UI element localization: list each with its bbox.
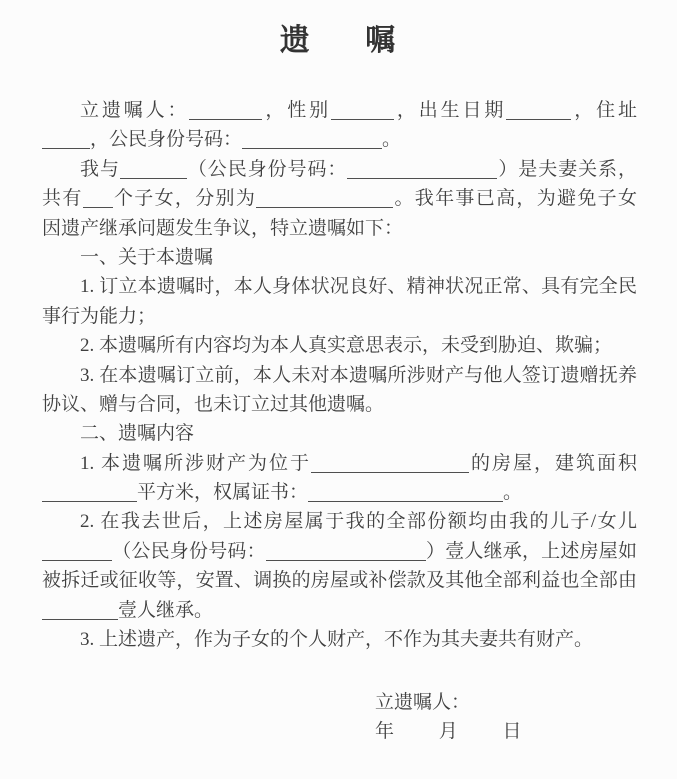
text-segment: 立遗嘱人：	[80, 100, 190, 121]
blank-field	[311, 458, 469, 473]
text-segment: 。我年事已高，为避免子女	[393, 188, 637, 210]
text-segment: 3. 上述遗产，作为子女的个人财产，不作为其夫妻共有财产。	[80, 629, 594, 651]
blank-field	[256, 193, 393, 208]
text-segment: 壹人继承。	[118, 599, 214, 621]
text-segment: 一、关于本遗嘱	[80, 246, 214, 268]
document-body	[42, 96, 637, 654]
text-segment: 事行为能力；	[42, 305, 157, 327]
document-line	[42, 478, 637, 507]
text-segment: 2. 本遗嘱所有内容均为本人真实意思表示，未受到胁迫、欺骗；	[80, 335, 613, 357]
text-segment: ）是夫妻关系，	[497, 158, 637, 180]
document-line	[42, 596, 637, 625]
document-line	[42, 625, 637, 654]
text-segment: ，性别	[262, 100, 331, 121]
document-line	[42, 184, 637, 213]
document-title: 遗 嘱	[279, 24, 398, 57]
text-segment: 二、遗嘱内容	[80, 423, 195, 445]
testator-signature-label: 立遗嘱人：	[375, 692, 471, 713]
text-segment: 我与	[80, 158, 120, 180]
text-segment: 1. 订立本遗嘱时，本人身体状况良好、精神状况正常、具有完全民	[80, 276, 637, 298]
text-segment: 因遗产继承问题发生争议，特立遗嘱如下：	[42, 217, 404, 239]
text-segment: 。	[382, 129, 402, 151]
document-line	[42, 302, 637, 331]
document-line	[42, 214, 637, 243]
blank-field	[42, 546, 112, 561]
document-line	[42, 331, 637, 360]
document-line	[42, 361, 637, 390]
blank-field	[331, 105, 394, 120]
document-line	[42, 243, 637, 272]
text-segment: 协议、赠与合同，也未订立过其他遗嘱。	[42, 393, 385, 415]
document-line	[42, 125, 637, 154]
blank-field	[83, 193, 113, 208]
text-segment: 被拆迁或征收等，安置、调换的房屋或补偿款及其他全部利益也全部由	[42, 570, 637, 592]
text-segment: 共有	[42, 188, 83, 210]
blank-field	[308, 487, 503, 502]
text-segment: 3. 在本遗嘱订立前，本人未对本遗嘱所涉财产与他人签订遗赠抚养	[80, 364, 637, 386]
document-line	[42, 390, 637, 419]
blank-field	[42, 487, 137, 502]
text-segment: 的房屋，建筑面积	[468, 452, 637, 474]
document-line	[42, 507, 637, 536]
document-line	[42, 155, 637, 184]
text-segment: 。	[503, 482, 523, 504]
text-segment: 平方米，权属证书：	[137, 482, 309, 504]
blank-field	[266, 546, 426, 561]
blank-field	[242, 134, 382, 149]
text-segment: ，出生日期	[393, 100, 507, 121]
document-line	[42, 537, 637, 566]
blank-field	[42, 134, 90, 149]
blank-field	[189, 105, 262, 120]
blank-field	[120, 164, 187, 179]
document-line	[42, 419, 637, 448]
blank-field	[42, 605, 118, 620]
signature-block	[375, 688, 522, 746]
document-line	[42, 96, 637, 125]
document-line	[42, 449, 637, 478]
text-segment: ，住址	[571, 100, 637, 121]
blank-field	[347, 164, 497, 179]
signature-date-line: 年 月 日	[375, 721, 522, 742]
text-segment: 2. 在我去世后，上述房屋属于我的全部份额均由我的儿子/女儿	[80, 511, 637, 533]
text-segment: （公民身份号码：	[112, 540, 266, 562]
text-segment: ）壹人继承，上述房屋如	[425, 540, 637, 562]
document-line	[42, 272, 637, 301]
document-line	[42, 566, 637, 595]
text-segment: 1. 本遗嘱所涉财产为位于	[80, 452, 311, 474]
text-segment: ，公民身份号码：	[90, 129, 243, 151]
blank-field	[506, 105, 571, 120]
text-segment: （公民身份号码：	[186, 158, 348, 180]
text-segment: 个子女，分别为	[112, 188, 257, 210]
